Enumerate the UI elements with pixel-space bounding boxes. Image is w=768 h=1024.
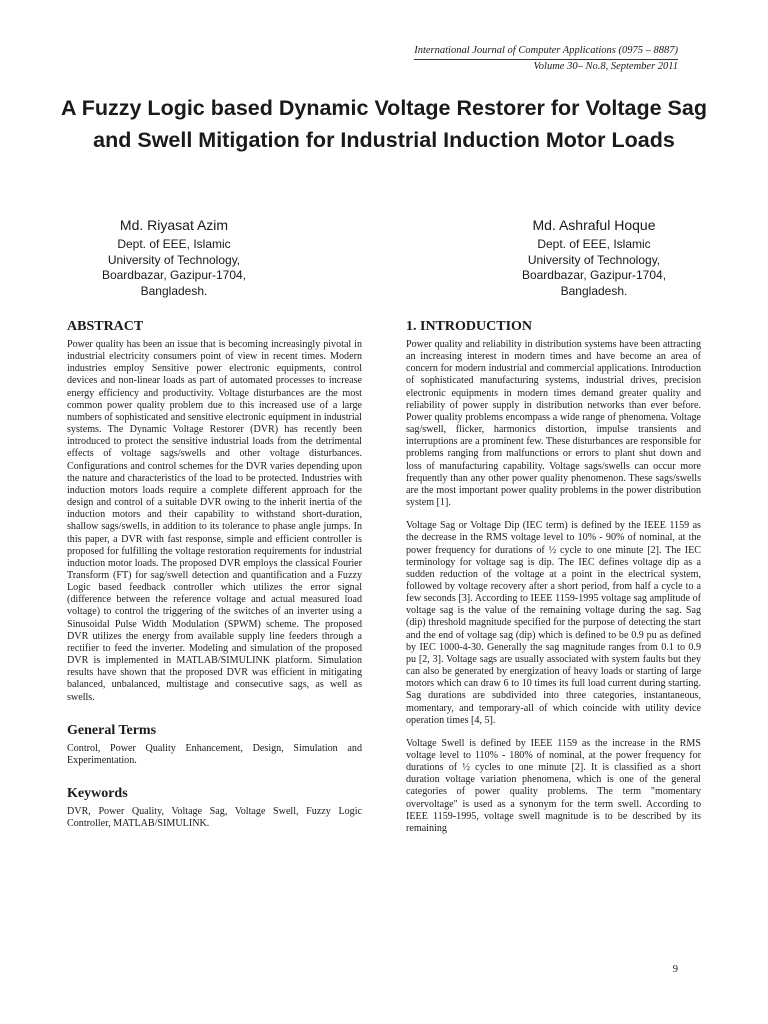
- author-name: Md. Ashraful Hoque: [532, 217, 656, 233]
- author-name: Md. Riyasat Azim: [119, 217, 229, 233]
- introduction-heading: 1. INTRODUCTION: [406, 319, 533, 334]
- journal-header: [414, 44, 678, 74]
- author-affiliation-line: Boardbazar, Gazipur-1704,: [101, 268, 247, 282]
- abstract-heading: ABSTRACT: [67, 319, 144, 334]
- author-affiliation-line: Bangladesh.: [560, 283, 628, 298]
- journal-volume: Volume 30– No.8, September 2011: [533, 61, 678, 72]
- author-affiliation-line: Dept. of EEE, Islamic: [537, 237, 651, 251]
- author-affiliation-line: Boardbazar, Gazipur-1704,: [521, 268, 667, 282]
- page-number: 9: [672, 964, 678, 975]
- intro-paragraph-1: Power quality and reliability in distribution systems have been attracting an increasing interest in modern times and have become an area of concern for modern industrial and commercial applications. Introduction of sophisticated manufacturing systems, industrial drives, precision electronic equipments in modern times demand greater quality and reliability of power supply in distribution networks than ever before. Power quality problems encompass a wide range of phenomena. Voltage sag/swell, flicker, harmonics distortion, impulse transients and interruptions are a prominent few. These disturbances are responsible for problems ranging from malfunctions or errors to plant shut down and loss of manufacturing capability. Voltage sags/swells can occur more frequently than any other power quality phenomenon. These sags/swells are the most important power quality problems in the power distribution system [1].: [406, 339, 701, 509]
- author-affiliation-line: University of Technology,: [527, 252, 661, 267]
- author-affiliation-line: Bangladesh.: [140, 283, 208, 298]
- keywords-text: DVR, Power Quality, Voltage Sag, Voltage Swell, Fuzzy Logic Controller, MATLAB/SIMULINK.: [67, 806, 362, 830]
- abstract-text: Power quality has been an issue that is becoming increasingly pivotal in industrial electricity consumers point of view in recent times. Modern industries employ Sensitive power electronic equipments, control devices and non-linear loads as part of automated processes to increase energy efficiency and productivity. Voltage disturbances are the most common power quality problem due to this increased use of a large numbers of sophisticated and sensitive electronic equipment in industrial systems. The Dynamic Voltage Restorer (DVR) has recently been introduced to protect the sensitive industrial loads from the detrimental effects of voltage sags/swells and other voltage disturbances. Configurations and control schemes for the DVR varies depending upon the nature and characteristics of the load to be protected. Industries with induction motors loads require a complete different approach for the design and control of a suitable DVR owing to the inherit inertia of the induction motors and their capability to withstand short-duration, shallow sags/swells, in addition to its tolerance to phase angle jumps. In this paper, a DVR with fast response, simple and efficient controller is proposed for fulfilling the voltage restoration requirements for industrial induction motor loads. The proposed DVR employs the classical Fourier Transform (FT) for sag/swell detection and quantification and a Fuzzy Logic based feedback controller which utilizes the error signal (difference between the reference voltage and actual measured load voltage) to control the triggering of the switches of an inverter using a Sinusoidal Pulse Width Modulation (SPWM) scheme. The proposed DVR utilizes the energy from available supply line feeders through a rectifier to feed the inverter. Modeling and simulation of the proposed DVR is implemented in MATLAB/SIMULINK platform. Simulation results have shown that the proposed DVR was efficient in mitigating balanced, unbalanced, multistage and consecutive sags, as well as swells.: [67, 339, 362, 703]
- author-affiliation-line: University of Technology,: [107, 252, 241, 267]
- keywords-heading: Keywords: [67, 786, 128, 801]
- right-column: [406, 318, 701, 835]
- general-terms-heading: General Terms: [67, 722, 157, 738]
- general-terms-text: Control, Power Quality Enhancement, Design, Simulation and Experimentation.: [67, 742, 362, 766]
- paper-title: A Fuzzy Logic based Dynamic Voltage Restorer for Voltage Sag and Swell Mitigation for Industrial Induction Motor Loads: [61, 96, 707, 152]
- left-column: [67, 318, 362, 830]
- intro-paragraph-3: Voltage Swell is defined by IEEE 1159 as the increase in the RMS voltage level to 110% - 180% of nominal, at the power frequency for durations of ½ cycles to one minute [2]. It is classified as a short duration voltage variation phenomena, which is one of the general categories of power quality problems. The term "momentary overvoltage" is used as a synonym for the term swell. According to IEEE 1159-1995, voltage swell magnitude is to be described by its remaining: [406, 737, 701, 834]
- intro-paragraph-2: Voltage Sag or Voltage Dip (IEC term) is defined by the IEEE 1159 as the decrease in the RMS voltage level to 10% - 90% of nominal, at the power frequency for durations of ½ cycle to one minute [2]. The IEC terminology for voltage sag is dip. The IEC defines voltage dip as a sudden reduction of the voltage at a point in the electrical system, followed by voltage recovery after a short period, from half a cycle to a few seconds [3]. According to IEEE 1159-1995 voltage sag amplitude of voltage sag is the value of the remaining voltage during the sag. Sag (dip) threshold magnitude specified for the purpose of detecting the start and the end of voltage sag (dip) which is defined to be 0.9 pu as defined by IEC 1000-4-30. Generally the sag magnitude ranges from 0.1 to 0.9 pu [2, 3]. Voltage sags are usually associated with system faults but they can also be generated by energization of heavy loads or starting of large motors which can draw 6 to 10 times its full load current during starting. Sag durations are subdivided into three categories, instantaneous, momentary, and temporary-all of which coincide with utility device operation times [4, 5].: [406, 520, 701, 726]
- author-block-1: [64, 216, 284, 299]
- journal-name: International Journal of Computer Applications (0975 – 8887): [414, 44, 678, 60]
- author-block-2: [484, 216, 704, 299]
- author-affiliation-line: Dept. of EEE, Islamic: [117, 237, 231, 251]
